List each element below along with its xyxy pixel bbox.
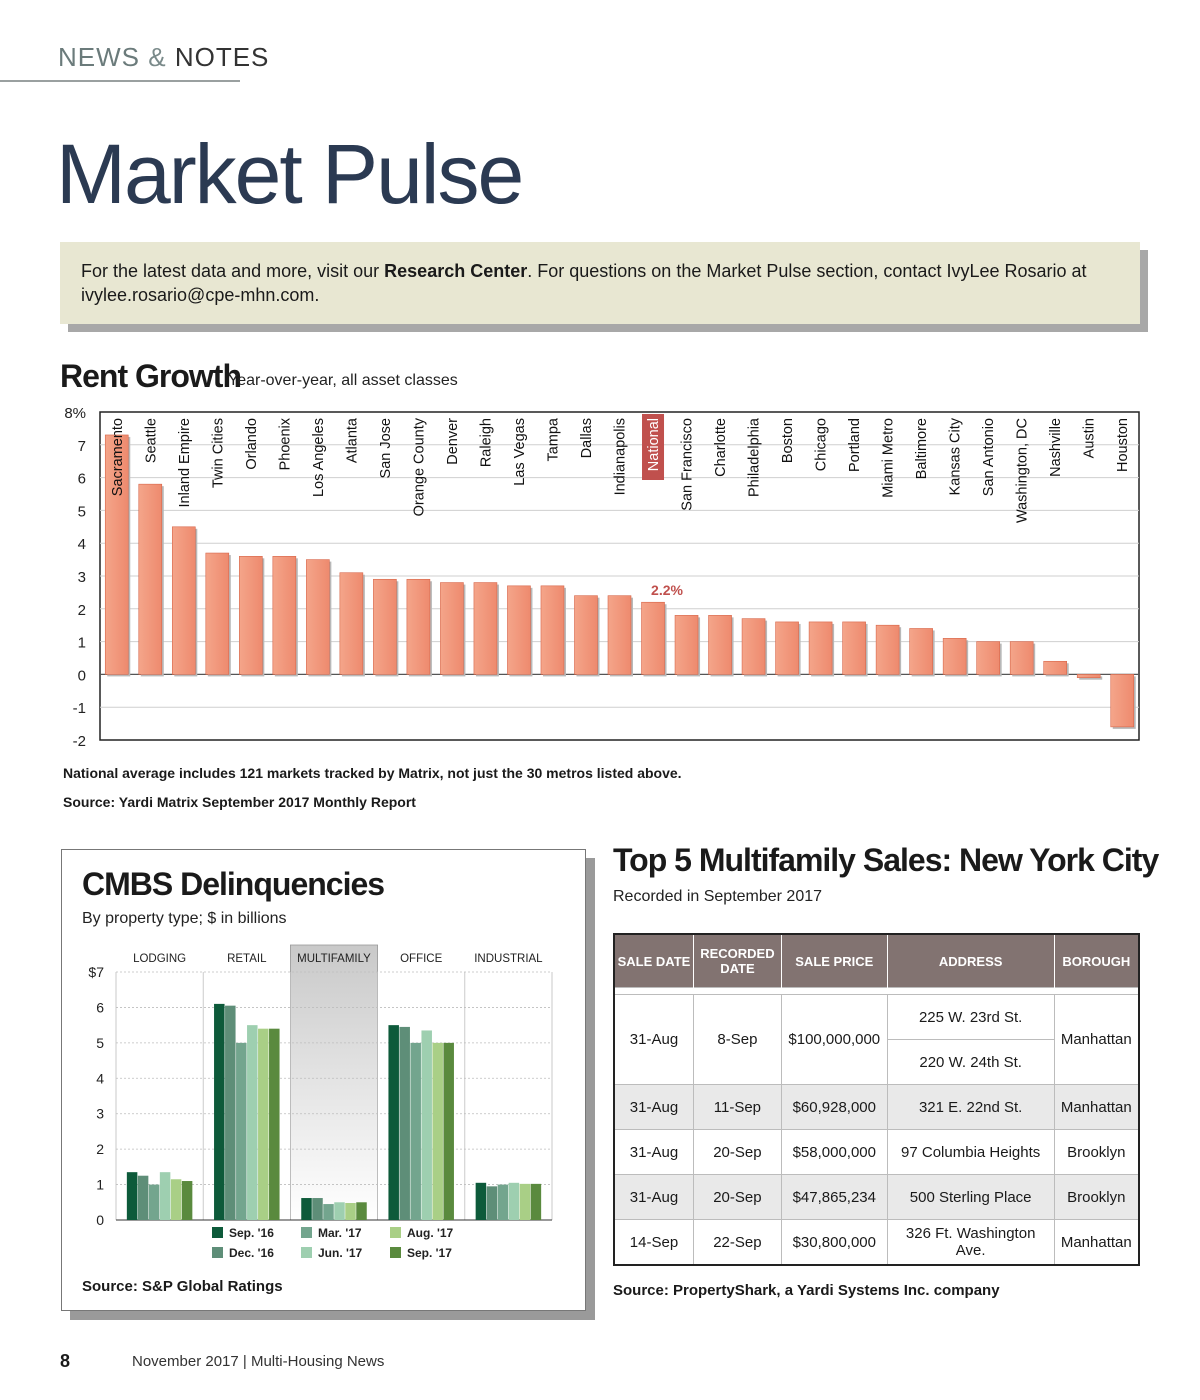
rent-category-label: Orlando xyxy=(243,418,260,470)
rent-category-label: Las Vegas xyxy=(511,418,528,486)
cmbs-legend-label: Dec. '16 xyxy=(229,1246,274,1260)
cmbs-bar xyxy=(323,1204,334,1220)
rent-category-label: Denver xyxy=(444,418,461,465)
cell-borough: Manhattan xyxy=(1054,995,1139,1085)
cell-recorded-date: 11-Sep xyxy=(693,1085,781,1130)
cmbs-y-tick: 0 xyxy=(96,1212,104,1228)
header-recorded-date xyxy=(693,934,781,988)
cell-recorded-date: 20-Sep xyxy=(693,1130,781,1175)
cmbs-bar xyxy=(356,1202,367,1220)
rent-bar xyxy=(642,602,665,674)
cmbs-category-label: INDUSTRIAL xyxy=(474,953,543,965)
rent-category-label: Dallas xyxy=(578,418,595,459)
rent-category-label: Miami Metro xyxy=(880,418,897,498)
cmbs-bar xyxy=(160,1172,171,1220)
cmbs-y-tick: 3 xyxy=(96,1105,104,1122)
cmbs-bar xyxy=(269,1029,280,1220)
cmbs-bar xyxy=(421,1030,432,1220)
rent-y-tick: 6 xyxy=(77,470,86,488)
rent-category-label: Indianapolis xyxy=(612,418,629,496)
cell-address: 326 Ft. Washington Ave. xyxy=(887,1220,1054,1266)
rent-category-label: San Francisco xyxy=(679,418,696,511)
cmbs-bar xyxy=(301,1198,312,1220)
header-address: ADDRESS xyxy=(887,934,1054,988)
cmbs-bar xyxy=(399,1027,410,1220)
rent-y-tick: 8% xyxy=(64,405,86,422)
cmbs-y-tick: 2 xyxy=(96,1141,104,1158)
rent-category-label: San Antonio xyxy=(981,418,998,497)
cell-sale-date: 31-Aug xyxy=(614,1175,693,1220)
table-row xyxy=(614,1220,1139,1266)
cell-sale-price: $60,928,000 xyxy=(781,1085,887,1130)
rent-bar xyxy=(206,553,229,674)
rent-bar xyxy=(440,583,463,675)
rent-bar xyxy=(373,579,396,674)
rent-growth-note: National average includes 121 markets tracked by Matrix, not just the 30 metros listed above. xyxy=(63,765,682,781)
rent-y-tick: 7 xyxy=(77,437,86,455)
info-text-before: For the latest data and more, visit our xyxy=(81,261,385,281)
rent-bar xyxy=(1044,661,1067,674)
cmbs-legend-label: Sep. '17 xyxy=(407,1246,452,1260)
section-divider xyxy=(0,80,240,82)
table-header-row xyxy=(614,934,1139,988)
cmbs-category-label: LODGING xyxy=(133,953,187,965)
cell-sale-price: $47,865,234 xyxy=(781,1175,887,1220)
cmbs-bar xyxy=(182,1181,193,1220)
cell-address: 321 E. 22nd St. xyxy=(887,1085,1054,1130)
section-label xyxy=(58,42,269,73)
rent-category-label: Philadelphia xyxy=(746,418,763,498)
footer-publication: November 2017 | Multi-Housing News xyxy=(132,1353,385,1370)
rent-category-label: Los Angeles xyxy=(310,418,327,498)
page-number: 8 xyxy=(60,1351,71,1371)
cmbs-subtitle: By property type; $ in billions xyxy=(82,910,287,927)
cmbs-legend-swatch xyxy=(212,1247,223,1258)
rent-y-tick: 4 xyxy=(77,536,86,554)
cell-borough: Manhattan xyxy=(1054,1220,1139,1266)
rent-category-label: Twin Cities xyxy=(210,418,227,489)
rent-category-label: Charlotte xyxy=(713,418,730,477)
header-recorded-line2: DATE xyxy=(720,961,755,976)
cell-address: 97 Columbia Heights xyxy=(887,1130,1054,1175)
cmbs-legend-label: Aug. '17 xyxy=(407,1226,454,1240)
cell-sale-price: $30,800,000 xyxy=(781,1220,887,1266)
cmbs-legend-label: Mar. '17 xyxy=(318,1226,362,1240)
cmbs-bar xyxy=(214,1004,225,1220)
rent-bar xyxy=(943,638,966,674)
cmbs-y-tick: 4 xyxy=(96,1070,104,1087)
cell-borough: Manhattan xyxy=(1054,1085,1139,1130)
cmbs-bar xyxy=(410,1043,421,1220)
cmbs-bar xyxy=(476,1183,487,1220)
cell-sale-price: $100,000,000 xyxy=(781,995,887,1085)
rent-bar xyxy=(709,615,732,674)
cell-address: 220 W. 24th St. xyxy=(887,1040,1054,1085)
cmbs-bar xyxy=(432,1043,443,1220)
cell-borough: Brooklyn xyxy=(1054,1130,1139,1175)
page-title: Market Pulse xyxy=(56,127,523,221)
rent-y-tick: 0 xyxy=(77,667,86,685)
table-spacer xyxy=(614,988,1139,995)
multifamily-highlight xyxy=(290,945,377,1220)
cell-address: 225 W. 23rd St. xyxy=(887,995,1054,1040)
rent-category-label: Chicago xyxy=(813,418,830,472)
rent-category-label: Phoenix xyxy=(277,418,294,471)
cmbs-bar xyxy=(127,1172,138,1220)
header-sale-date: SALE DATE xyxy=(614,934,693,988)
sales-subtitle: Recorded in September 2017 xyxy=(613,888,823,905)
cmbs-bar xyxy=(509,1183,520,1220)
rent-category-label: Raleigh xyxy=(478,418,495,468)
cmbs-bar xyxy=(443,1043,454,1220)
header-borough: BOROUGH xyxy=(1054,934,1139,988)
cmbs-bar xyxy=(388,1025,399,1220)
rent-growth-subtitle: Year-over-year, all asset classes xyxy=(228,372,458,389)
cell-sale-date: 31-Aug xyxy=(614,1085,693,1130)
cmbs-legend-swatch xyxy=(301,1227,312,1238)
cmbs-category-label: OFFICE xyxy=(400,953,443,965)
cell-sale-date: 31-Aug xyxy=(614,995,693,1085)
rent-category-label: Washington, DC xyxy=(1014,418,1031,524)
cmbs-bar xyxy=(225,1006,236,1220)
cell-sale-date: 14-Sep xyxy=(614,1220,693,1266)
cmbs-y-tick: $7 xyxy=(88,964,104,980)
rent-bar xyxy=(239,556,262,674)
national-value-label: 2.2% xyxy=(651,582,683,599)
cmbs-bar xyxy=(171,1179,182,1220)
info-text xyxy=(81,259,1121,307)
rent-y-tick: 2 xyxy=(77,601,86,619)
rent-y-tick: 3 xyxy=(77,569,86,586)
rent-bar xyxy=(541,586,564,675)
cell-address: 500 Sterling Place xyxy=(887,1175,1054,1220)
rent-category-label: Seattle xyxy=(143,418,160,464)
rent-category-label: National xyxy=(646,418,663,472)
cmbs-bar xyxy=(345,1203,356,1220)
rent-category-label: Houston xyxy=(1115,418,1132,473)
cmbs-y-tick: 6 xyxy=(96,999,104,1016)
cmbs-bar xyxy=(236,1043,247,1220)
rent-y-tick: 5 xyxy=(77,503,86,521)
rent-category-label: Nashville xyxy=(1048,418,1065,477)
rent-bar xyxy=(1010,642,1033,675)
cmbs-chart xyxy=(62,935,582,1270)
cmbs-legend-label: Sep. '16 xyxy=(229,1226,274,1240)
rent-category-label: Baltimore xyxy=(914,418,931,480)
rent-bar xyxy=(977,642,1000,675)
cmbs-bar xyxy=(258,1029,269,1220)
research-center-link[interactable]: Research Center xyxy=(384,261,528,281)
rent-category-label: Kansas City xyxy=(947,418,964,496)
rent-category-label: Inland Empire xyxy=(176,418,193,508)
rent-category-label: Tampa xyxy=(545,418,562,462)
rent-y-tick: 1 xyxy=(77,634,86,652)
cell-recorded-date: 20-Sep xyxy=(693,1175,781,1220)
rent-y-tick: -2 xyxy=(72,733,86,750)
cmbs-bar xyxy=(520,1184,531,1220)
rent-bar xyxy=(139,484,162,674)
rent-category-label: Austin xyxy=(1081,418,1098,459)
cell-sale-price: $58,000,000 xyxy=(781,1130,887,1175)
rent-bar xyxy=(843,622,866,674)
rent-category-label: San Jose xyxy=(377,418,394,479)
cmbs-title: CMBS Delinquencies xyxy=(82,866,385,902)
cmbs-category-label: MULTIFAMILY xyxy=(297,953,371,965)
cmbs-bar xyxy=(138,1176,149,1220)
cell-borough: Brooklyn xyxy=(1054,1175,1139,1220)
table-row xyxy=(614,995,1139,1040)
rent-bar xyxy=(172,527,195,675)
cmbs-legend-swatch xyxy=(301,1247,312,1258)
header-recorded-line1: RECORDED xyxy=(700,946,775,961)
rent-bar xyxy=(776,622,799,674)
cmbs-bar xyxy=(312,1198,323,1220)
sales-source: Source: PropertyShark, a Yardi Systems Inc. company xyxy=(613,1282,1000,1299)
cmbs-bar xyxy=(247,1025,257,1220)
rent-category-label: Sacramento xyxy=(109,418,126,497)
cell-recorded-date: 22-Sep xyxy=(693,1220,781,1266)
rent-growth-title: Rent Growth xyxy=(60,358,241,394)
cell-sale-date: 31-Aug xyxy=(614,1130,693,1175)
info-text-after: . For questions on the Market Pulse section, contact IvyLee Rosario at ivylee.rosario@cpe-mhn.com. xyxy=(81,261,1087,305)
rent-bar xyxy=(507,586,530,675)
table-row xyxy=(614,1175,1139,1220)
cmbs-legend-swatch xyxy=(212,1227,223,1238)
rent-bar xyxy=(474,583,497,675)
cell-recorded-date: 8-Sep xyxy=(693,995,781,1085)
cmbs-legend-label: Jun. '17 xyxy=(318,1246,363,1260)
rent-bar xyxy=(273,556,296,674)
rent-bar xyxy=(340,573,363,675)
header-sale-price: SALE PRICE xyxy=(781,934,887,988)
cmbs-legend-swatch xyxy=(390,1247,401,1258)
table-row xyxy=(614,1130,1139,1175)
rent-bar xyxy=(306,560,329,675)
cmbs-y-tick: 1 xyxy=(96,1176,104,1193)
cmbs-bar xyxy=(498,1185,509,1220)
cmbs-bar xyxy=(531,1184,542,1220)
sales-table xyxy=(613,933,1140,1266)
rent-bar xyxy=(608,596,631,675)
cmbs-category-label: RETAIL xyxy=(227,953,267,965)
sales-title: Top 5 Multifamily Sales: New York City xyxy=(613,842,1159,878)
rent-y-tick: -1 xyxy=(72,700,86,718)
table-row xyxy=(614,1085,1139,1130)
cmbs-y-tick: 5 xyxy=(96,1034,104,1051)
cmbs-bar xyxy=(149,1185,160,1220)
rent-bar xyxy=(742,619,765,675)
cmbs-bar xyxy=(487,1186,498,1220)
section-news: NEWS xyxy=(58,42,140,72)
rent-bar xyxy=(910,628,933,674)
rent-bar xyxy=(809,622,832,674)
rent-category-label: Portland xyxy=(847,418,864,473)
rent-bar xyxy=(407,579,430,674)
cmbs-bar xyxy=(334,1202,345,1220)
rent-category-label: Orange County xyxy=(411,417,428,517)
section-amp: & xyxy=(148,42,167,72)
rent-bar xyxy=(675,615,698,674)
rent-bar xyxy=(876,625,899,674)
rent-category-label: Boston xyxy=(780,418,797,464)
rent-bar xyxy=(1111,674,1134,726)
rent-category-label: Atlanta xyxy=(344,418,361,464)
rent-growth-source: Source: Yardi Matrix September 2017 Monthly Report xyxy=(63,794,416,810)
rent-growth-chart xyxy=(0,400,1200,755)
rent-bar xyxy=(574,596,597,675)
section-notes: NOTES xyxy=(174,42,270,72)
rent-bar xyxy=(1077,674,1100,677)
cmbs-legend-swatch xyxy=(390,1227,401,1238)
cmbs-source: Source: S&P Global Ratings xyxy=(82,1278,283,1295)
